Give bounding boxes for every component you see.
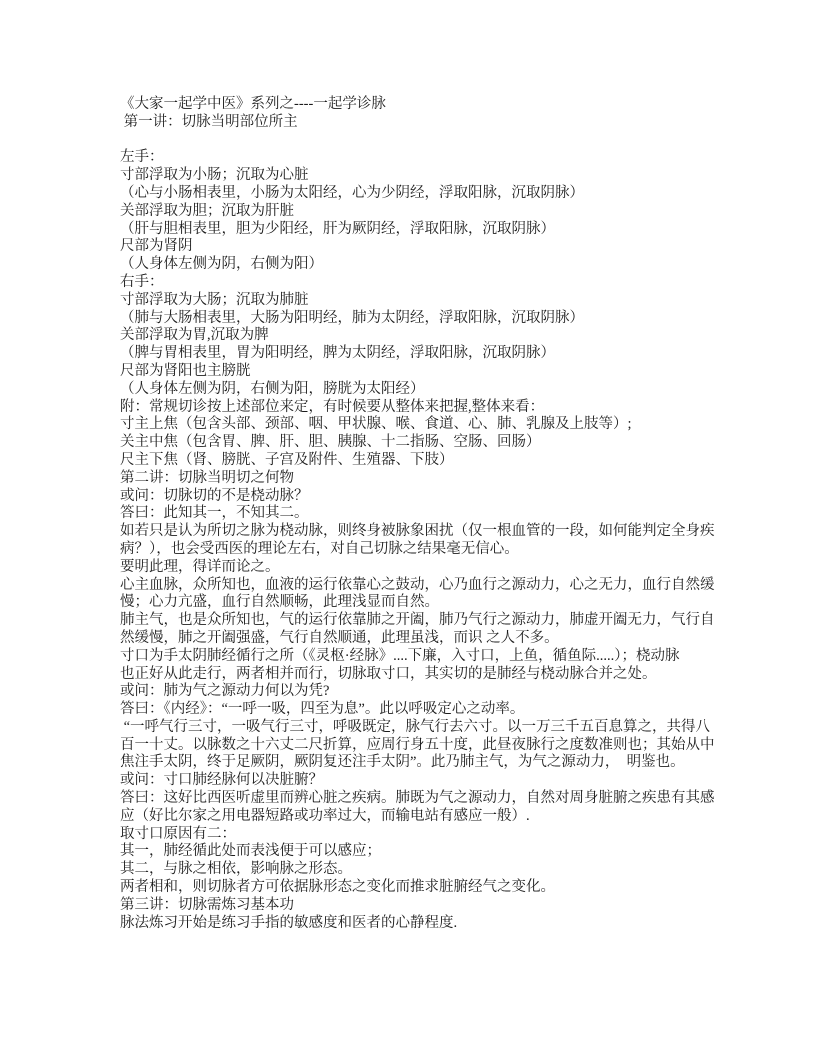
text-line: 第一讲：切脉当明部位所主 [120, 113, 298, 130]
text-line: 心主血脉，众所知也，血液的运行依靠心之鼓动，心乃血行之源动力，心之无力，血行自然缓 [120, 576, 715, 593]
text-line: （肝与胆相表里，胆为少阳经，肝为厥阴经，浮取阳脉，沉取阴脉） [120, 220, 555, 237]
text-line: 慢；心力亢盛，血行自然顺畅，此理浅显而自然。 [120, 594, 439, 611]
text-line: 左手： [120, 149, 164, 166]
text-line: 右手： [120, 273, 164, 290]
text-line: 病？），也会受西医的理论左右，对自己切脉之结果毫无信心。 [120, 540, 519, 557]
text-line: 第三讲：切脉需炼习基本功 [120, 896, 294, 913]
text-line: 然缓慢，肺之开阖强盛，气行自然顺通，此理虽浅，而识 之人不多。 [120, 629, 559, 646]
text-line: 尺部为肾阴 [120, 238, 193, 255]
text-line: 关部浮取为胃,沉取为脾 [120, 327, 269, 344]
text-line: 寸部浮取为小肠；沉取为心脏 [120, 167, 309, 184]
text-block [120, 96, 720, 932]
text-line: 答曰：《内经》：“一呼一吸，四至为息”。此以呼吸定心之动率。 [120, 701, 525, 718]
text-line: （心与小肠相表里，小肠为太阳经，心为少阴经，浮取阳脉，沉取阴脉） [120, 184, 584, 201]
text-line: 或问：切脉切的不是桡动脉？ [120, 487, 309, 504]
text-line: 寸主上焦（包含头部、颈部、咽、甲状腺、喉、食道、心、肺、乳腺及上肢等）; [120, 416, 632, 433]
text-line: 答曰：此知其一，不知其二。 [120, 505, 309, 522]
text-line: 答曰：这好比西医听虚里而辨心脏之疾病。肺既为气之源动力，自然对周身脏腑之疾患有其感 [120, 790, 715, 807]
text-line: （肺与大肠相表里，大肠为阳明经，肺为太阴经，浮取阳脉，沉取阴脉） [120, 309, 584, 326]
text-line: 肺主气，也是众所知也，气的运行依靠肺之开阖，肺乃气行之源动力，肺虚开阖无力，气行自 [120, 612, 715, 629]
text-line: 第二讲：切脉当明切之何物 [120, 469, 294, 486]
text-line: 其二，与脉之相依，影响脉之形态。 [120, 861, 352, 878]
text-line: 尺部为肾阳也主膀胱 [120, 362, 251, 379]
text-line: 寸部浮取为大肠；沉取为肺脏 [120, 291, 309, 308]
text-line: 其一，肺经循此处而表浅便于可以感应； [120, 843, 381, 860]
text-line: 也正好从此走行，两者相并而行，切脉取寸口，其实切的是肺经与桡动脉合并之处。 [120, 665, 657, 682]
text-line: 尺主下焦（肾、膀胱、子宫及附件、生殖器、下肢） [120, 451, 454, 468]
text-line: （脾与胃相表里，胃为阳明经，脾为太阴经，浮取阳脉，沉取阴脉） [120, 345, 555, 362]
text-line: 附：常规切诊按上述部位来定，有时候要从整体来把握,整体来看： [120, 398, 545, 415]
text-line: 关主中焦（包含胃、脾、肝、胆、胰腺、十二指肠、空肠、回肠） [120, 434, 541, 451]
text-line: “一呼气行三寸，一吸气行三寸，呼吸既定，脉气行去六寸。以一万三千五百息算之，共得八 [120, 718, 711, 735]
text-line: 应（好比尔家之用电器短路或功率过大，而输电站有感应一般）. [120, 807, 530, 824]
text-line: 或问：寸口肺经脉何以决脏腑？ [120, 772, 323, 789]
text-line: 关部浮取为胆；沉取为肝脏 [120, 202, 294, 219]
text-line: 焦注手太阴，终于足厥阴，厥阴复还注手太阴”。此乃肺主气，为气之源动力， 明鉴也。 [120, 754, 685, 771]
text-line: 要明此理，得详而论之。 [120, 558, 280, 575]
text-line [120, 132, 720, 150]
text-line: 寸口为手太阴肺经循行之所（《灵枢·经脉》....下廉，入寸口，上鱼，循鱼际.....）；桡动脉 [120, 647, 680, 664]
text-line: 《大家一起学中医》系列之----一起学诊脉 [120, 96, 386, 112]
text-line: 脉法炼习开始是练习手指的敏感度和医者的心静程度. [120, 914, 458, 931]
text-line: 取寸口原因有二： [120, 825, 236, 842]
text-line: 如若只是认为所切之脉为桡动脉，则终身被脉象困扰（仅一根血管的一段，如何能判定全身疾 [120, 523, 715, 540]
text-line: 百一十丈。以脉数之十六丈二尺折算，应周行身五十度，此昼夜脉行之度数准则也；其始从中 [120, 736, 715, 753]
text-line: 或问：肺为气之源动力何以为凭? [120, 683, 330, 700]
text-line: （人身体左侧为阴，右侧为阳，膀胱为太阳经） [120, 380, 425, 397]
text-line: 两者相和，则切脉者方可依据脉形态之变化而推求脏腑经气之变化。 [120, 879, 555, 896]
text-line: （人身体左侧为阴，右侧为阳） [120, 256, 323, 273]
